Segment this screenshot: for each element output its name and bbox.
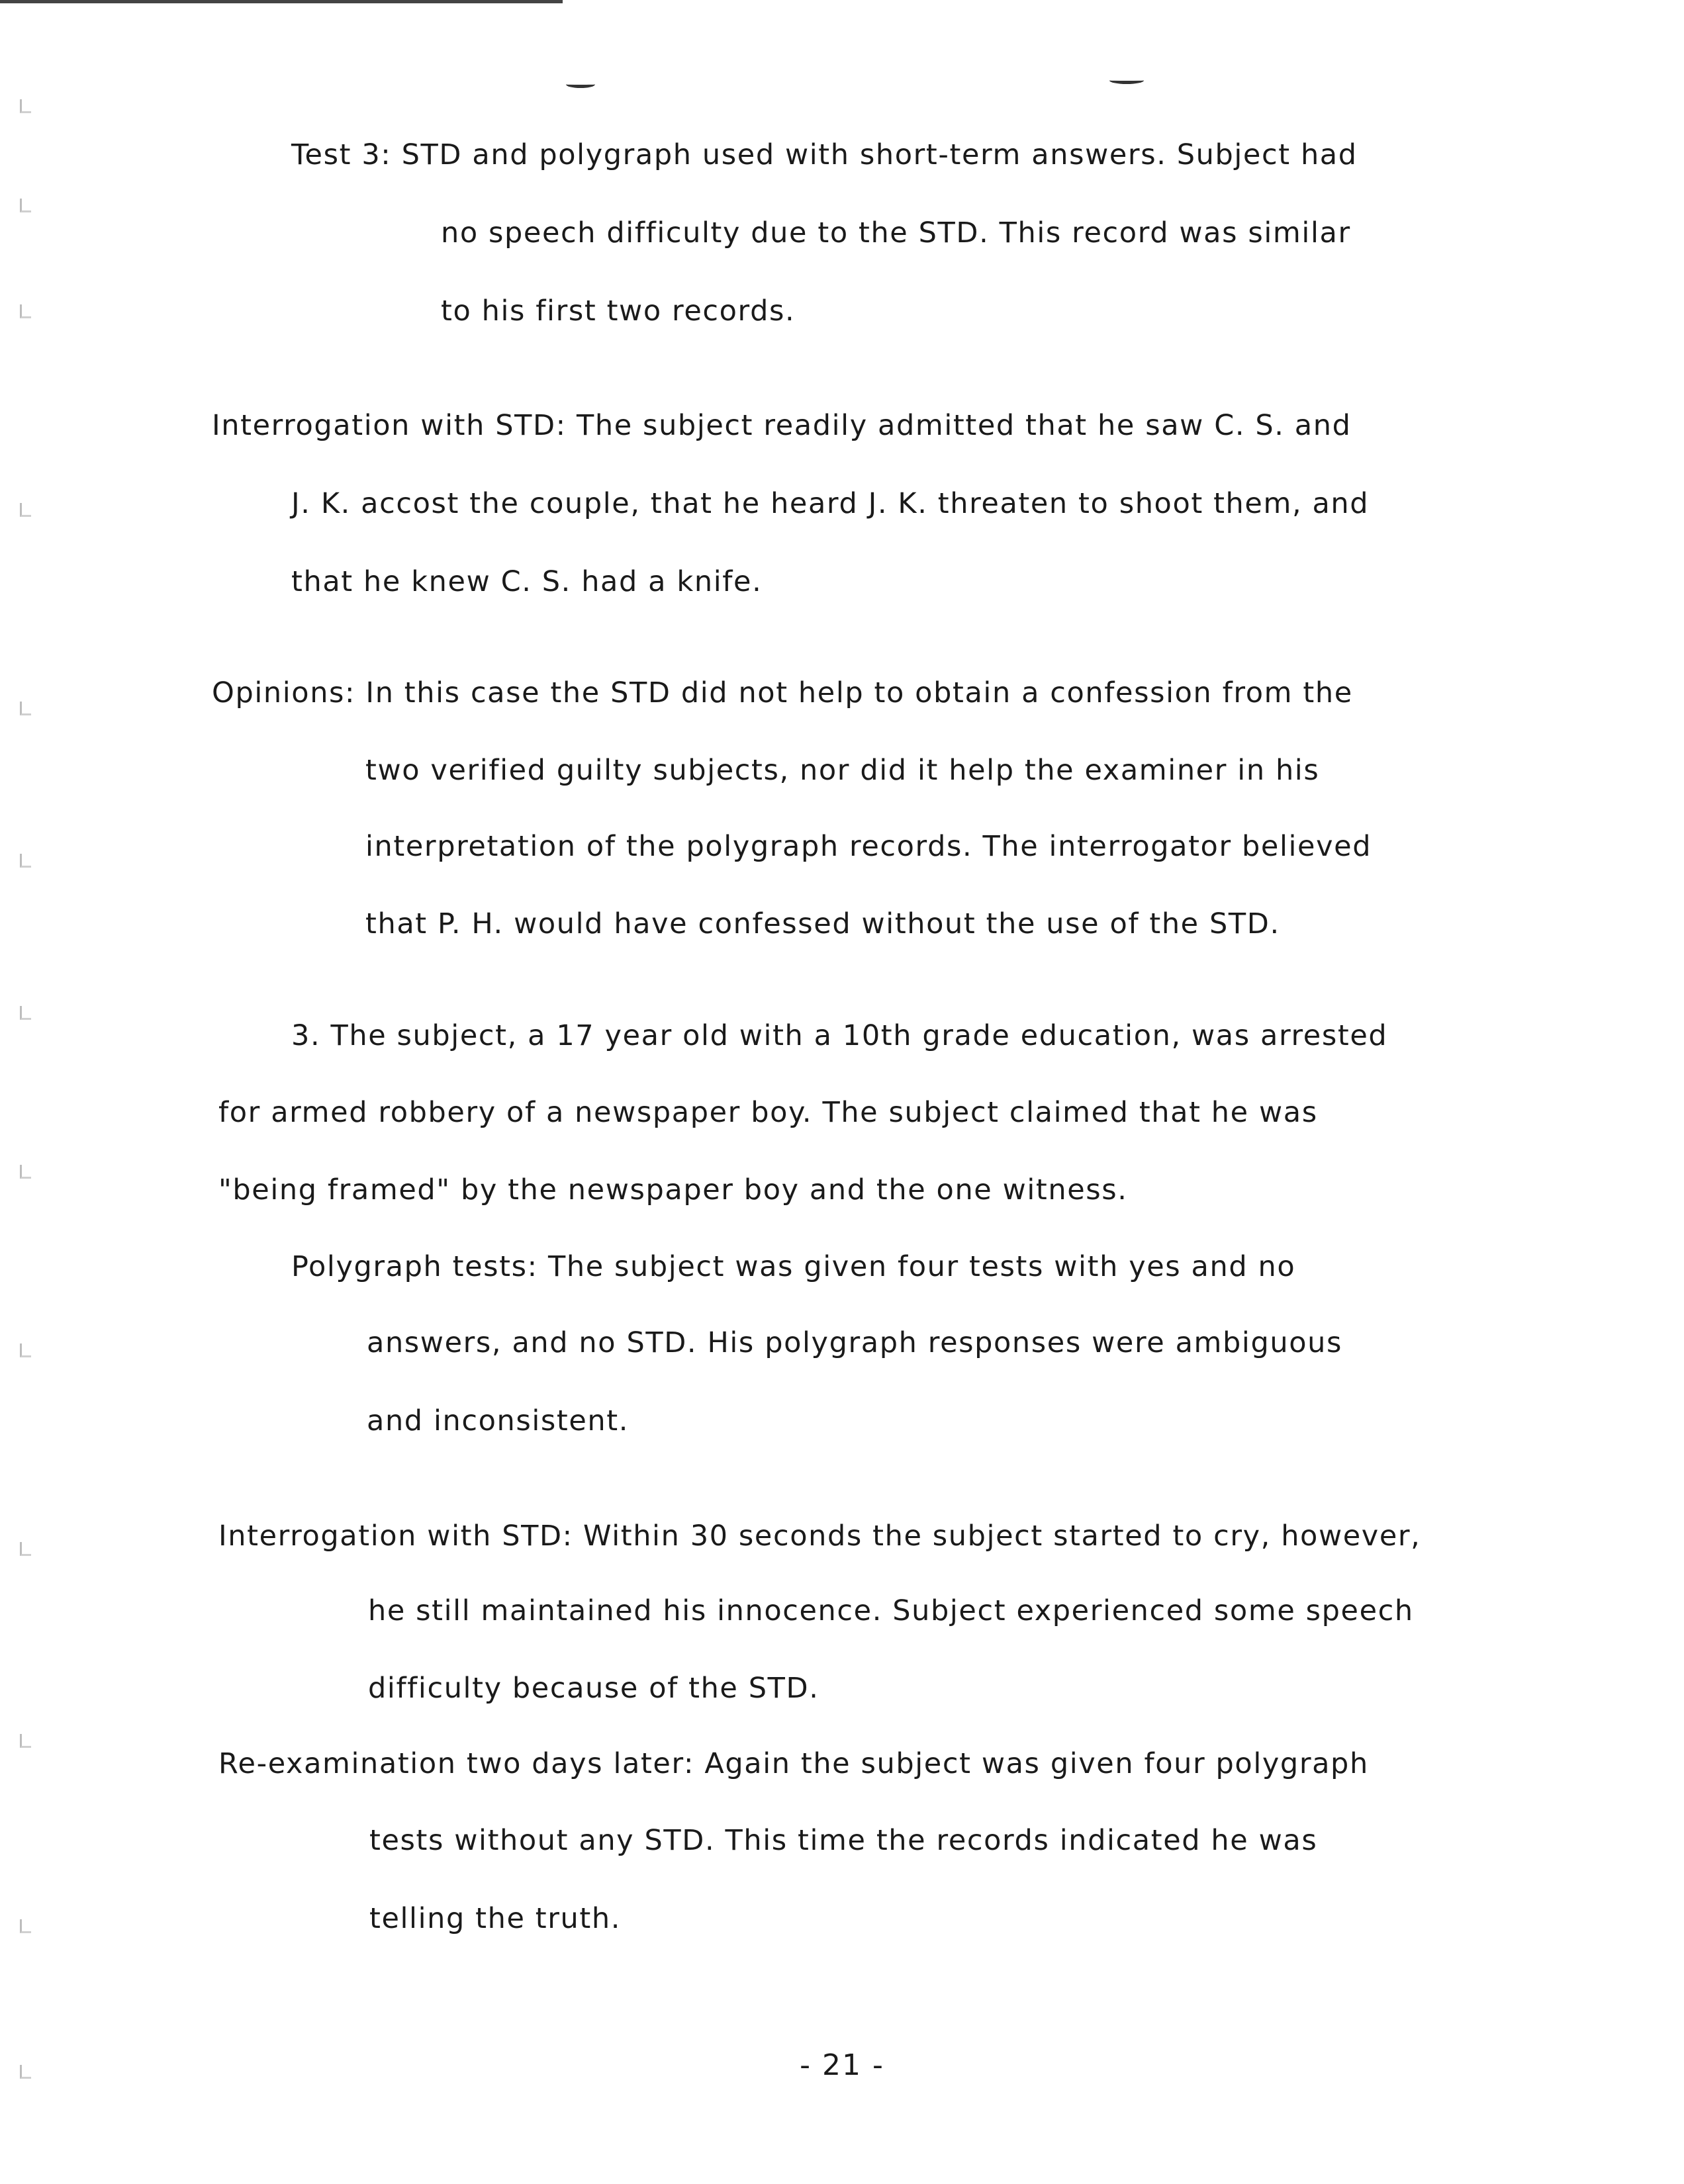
margin-mark [20, 1734, 31, 1748]
re-examination-line-1: Re-examination two days later: Again the subject was given four polygraph [218, 1747, 1369, 1780]
margin-mark [20, 503, 31, 517]
opinions-line-4: that P. H. would have confessed without the use of the STD. [365, 907, 1280, 940]
case-3-line-3: "being framed" by the newspaper boy and the one witness. [218, 1173, 1128, 1206]
re-examination-line-3: telling the truth. [369, 1902, 621, 1935]
polygraph-tests-line-1: Polygraph tests: The subject was given four tests with yes and no [291, 1250, 1296, 1283]
margin-mark [20, 199, 31, 212]
margin-mark [20, 1542, 31, 1556]
polygraph-tests-line-3: and inconsistent. [367, 1404, 630, 1437]
opinions-line-2: two verified guilty subjects, nor did it help the examiner in his [365, 754, 1320, 787]
interrogation-1-line-2: J. K. accost the couple, that he heard J. K. threaten to shoot them, and [291, 487, 1370, 520]
case-3-line-1: 3. The subject, a 17 year old with a 10th grade education, was arrested [291, 1019, 1388, 1052]
test-3-line-3: to his first two records. [441, 295, 796, 328]
test-3-line-1: Test 3: STD and polygraph used with short-term answers. Subject had [291, 138, 1358, 171]
page-number: - 21 - [800, 2048, 884, 2082]
scan-mark-right [1109, 77, 1144, 84]
re-examination-line-2: tests without any STD. This time the records indicated he was [369, 1824, 1318, 1857]
opinions-line-1: Opinions: In this case the STD did not help to obtain a confession from the [212, 676, 1353, 709]
scan-top-rule [0, 0, 563, 3]
margin-mark [20, 702, 31, 715]
scan-mark-left [566, 81, 595, 88]
margin-mark [20, 1919, 31, 1933]
interrogation-2-line-3: difficulty because of the STD. [368, 1672, 819, 1705]
margin-mark [20, 1343, 31, 1357]
case-3-line-2: for armed robbery of a newspaper boy. The subject claimed that he was [218, 1096, 1318, 1129]
interrogation-2-line-1: Interrogation with STD: Within 30 seconds the subject started to cry, however, [218, 1520, 1421, 1553]
interrogation-1-line-3: that he knew C. S. had a knife. [291, 565, 763, 598]
interrogation-2-line-2: he still maintained his innocence. Subject experienced some speech [368, 1594, 1414, 1627]
margin-mark [20, 99, 31, 113]
test-3-line-2: no speech difficulty due to the STD. This record was similar [441, 216, 1351, 250]
margin-mark [20, 1165, 31, 1179]
margin-mark [20, 1006, 31, 1020]
margin-mark [20, 854, 31, 868]
interrogation-1-line-1: Interrogation with STD: The subject readily admitted that he saw C. S. and [212, 409, 1352, 442]
polygraph-tests-line-2: answers, and no STD. His polygraph responses were ambiguous [367, 1326, 1342, 1359]
opinions-line-3: interpretation of the polygraph records. The interrogator believed [365, 830, 1372, 863]
margin-mark [20, 304, 31, 318]
